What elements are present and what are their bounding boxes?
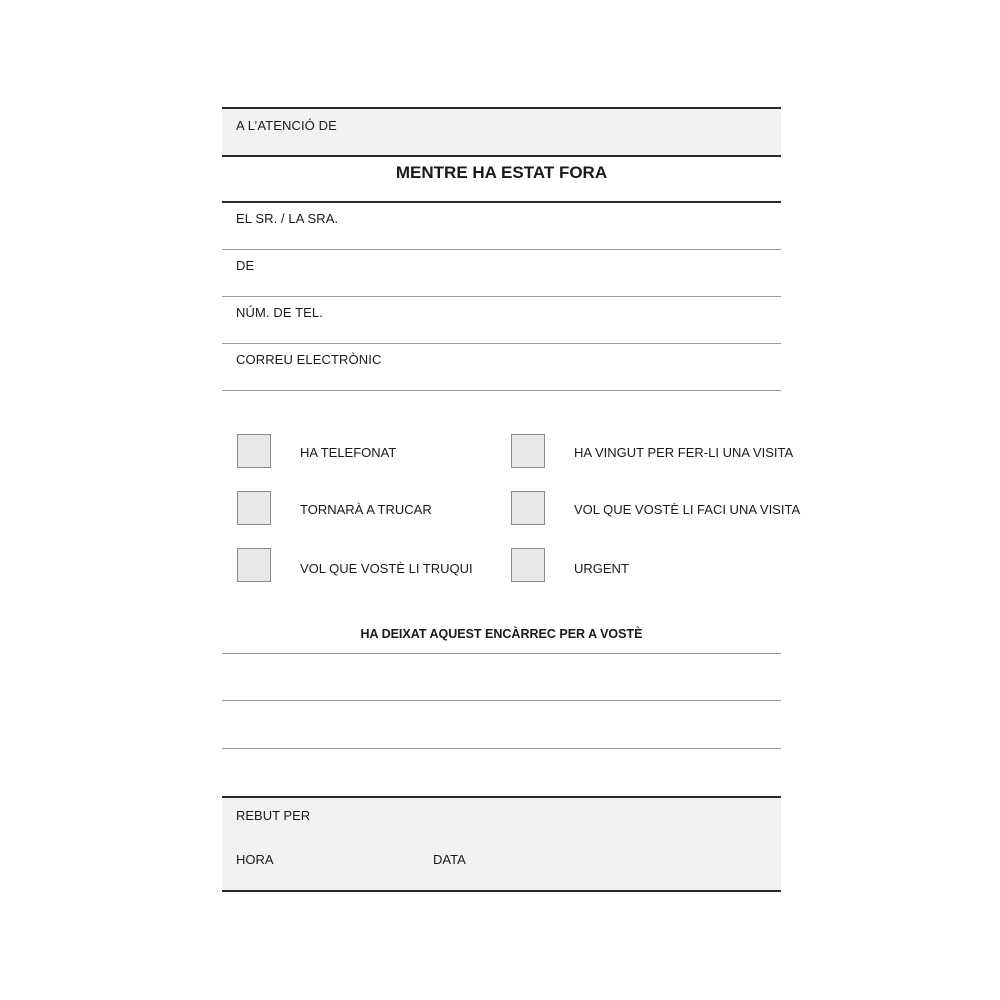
urgent-checkbox[interactable]	[511, 548, 545, 582]
came-to-see-checkbox[interactable]	[511, 434, 545, 468]
telephoned-checkbox[interactable]	[237, 434, 271, 468]
received-by-field[interactable]	[222, 796, 781, 846]
telephoned-label: HA TELEFONAT	[300, 445, 397, 460]
came-to-see-label: HA VINGUT PER FER-LI UNA VISITA	[574, 445, 794, 460]
form-title: MENTRE HA ESTAT FORA	[222, 155, 781, 203]
message-line[interactable]	[222, 748, 781, 749]
urgent-label: URGENT	[574, 561, 629, 576]
email-field[interactable]	[222, 343, 781, 391]
please-call-checkbox[interactable]	[237, 548, 271, 582]
will-call-back-label: TORNARÀ A TRUCAR	[300, 502, 432, 517]
from-field[interactable]	[222, 249, 781, 297]
attention-field[interactable]	[222, 107, 781, 157]
wants-visit-label: VOL QUE VOSTÈ LI FACI UNA VISITA	[574, 502, 801, 517]
please-call-label: VOL QUE VOSTÈ LI TRUQUI	[300, 561, 473, 576]
wants-visit-checkbox[interactable]	[511, 491, 545, 525]
time-label: HORA	[236, 852, 274, 867]
message-title: HA DEIXAT AQUEST ENCÀRREC PER A VOSTÈ	[360, 627, 643, 641]
check-row-urgent	[511, 548, 791, 584]
date-label: DATA	[433, 852, 466, 867]
received-by-label: REBUT PER	[236, 808, 311, 823]
email-label: CORREU ELECTRÒNIC	[236, 352, 382, 367]
check-row-telephoned	[237, 434, 517, 470]
name-label: EL SR. / LA SRA.	[236, 211, 339, 226]
phone-field[interactable]	[222, 296, 781, 344]
check-row-wants-visit	[511, 491, 801, 527]
attention-label: A L’ATENCIÓ DE	[236, 118, 337, 133]
message-line[interactable]	[222, 700, 781, 701]
from-label: DE	[236, 258, 255, 273]
check-row-came-to-see	[511, 434, 794, 470]
will-call-back-checkbox[interactable]	[237, 491, 271, 525]
message-line[interactable]	[222, 653, 781, 654]
time-date-row	[222, 844, 781, 892]
phone-label: NÚM. DE TEL.	[236, 305, 323, 320]
check-row-will-call-back	[237, 491, 517, 527]
name-field[interactable]	[222, 202, 781, 250]
check-row-please-call	[237, 548, 517, 584]
